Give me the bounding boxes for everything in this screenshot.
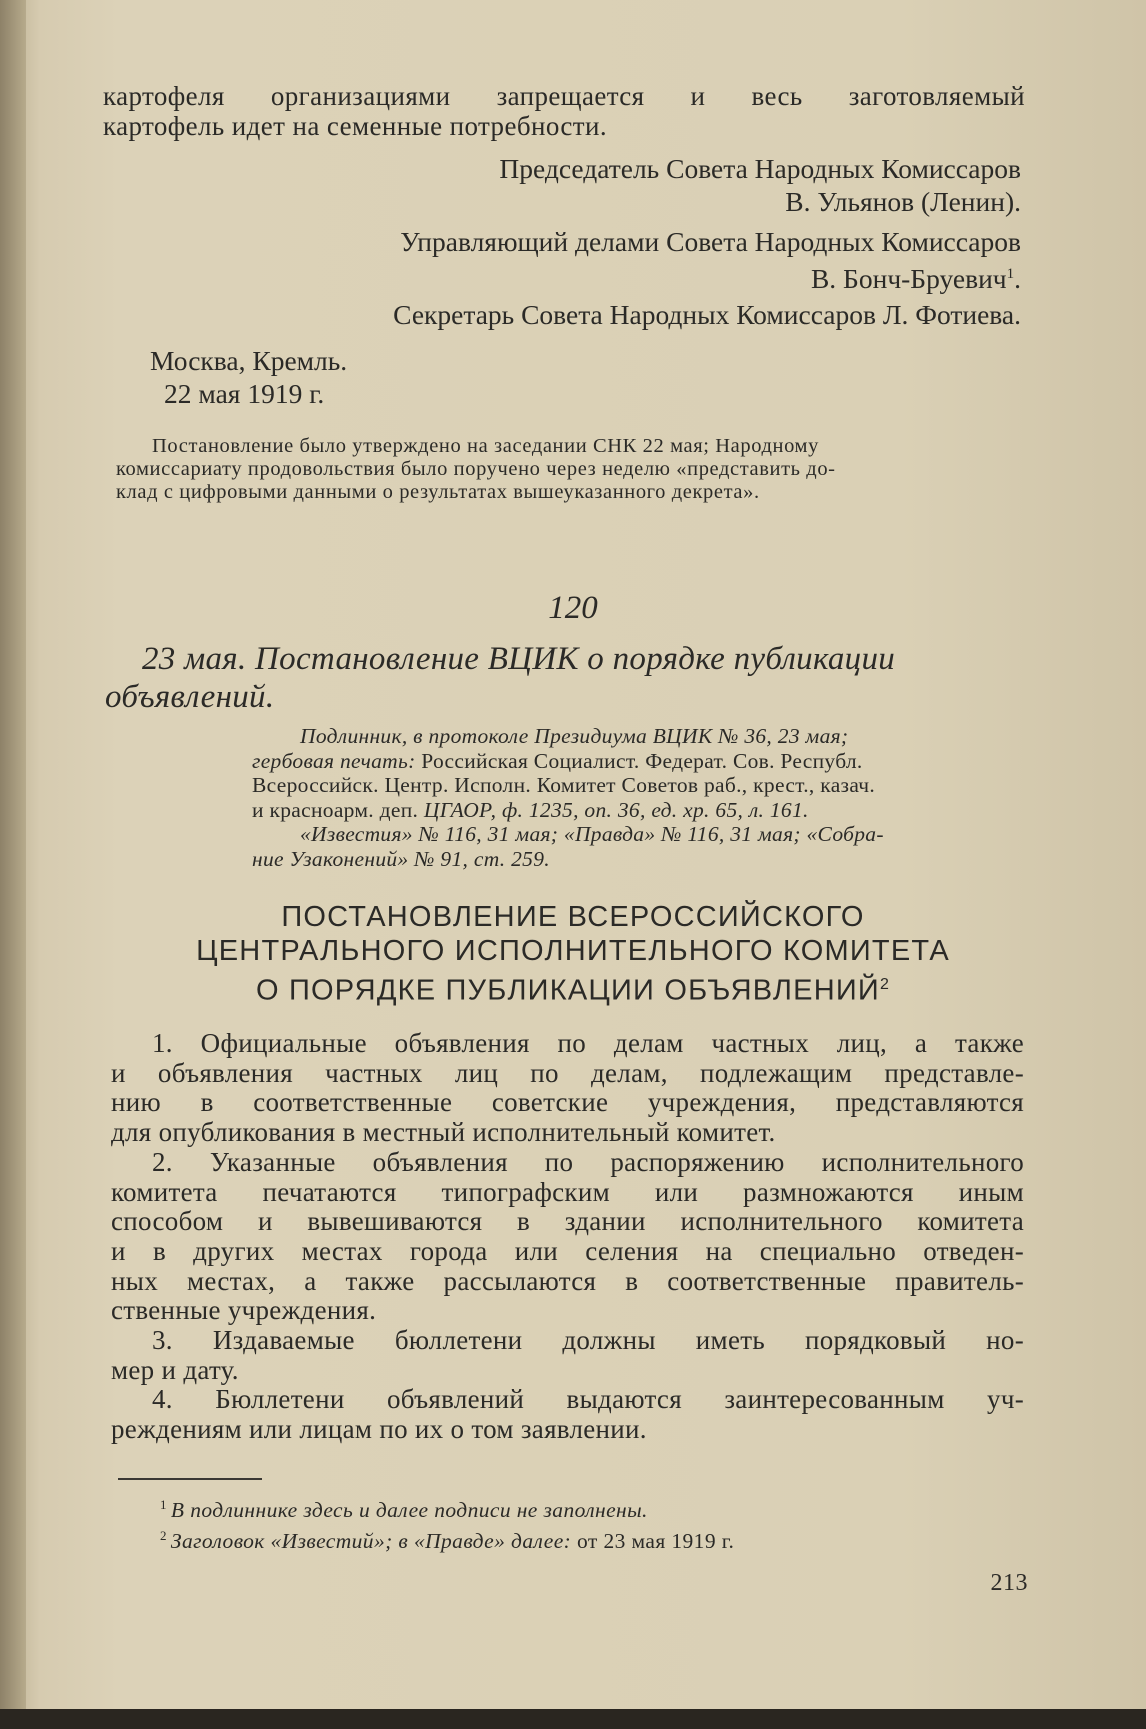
footnote-mark: 1 [160,1497,167,1512]
text-line: 3. Издаваемые бюллетени должны иметь порядковый но- [152,1325,1024,1356]
place-date [150,344,347,410]
text-line: картофеля организациями запрещается и весь заготовляемый [103,81,1025,111]
signature-name [400,258,1021,295]
note-line: клад с цифровыми данными о результатах вышеуказанного декрета». [116,481,760,503]
text-line: ных местах, а также рассылаются в соответственные правитель- [111,1265,1024,1296]
paragraph-2 [111,1148,1024,1326]
text-line: реждениям или лицам по их о том заявлении. [111,1414,647,1445]
text-line: ственные учреждения. [111,1295,377,1326]
footnote-2 [160,1523,1030,1554]
page-number: 213 [990,1570,1028,1596]
signature-line: Секретарь Совета Народных Комиссаров Л. Фотиева. [393,299,1021,330]
text-line: комитета печатаются типографским или размножаются иным [111,1176,1024,1207]
signature-title: Председатель Совета Народных Комиссаров [499,153,1021,184]
source-italic: «Известия» № 116, 31 мая; «Правда» № 116, 31 мая; «Собра- [300,822,884,846]
text-line: мер и дату. [111,1354,239,1385]
decree-heading [0,900,1146,1008]
manager-name: В. Бонч-Бруевич [810,263,1007,295]
source-reference [252,724,1025,871]
paragraph-1 [111,1029,1024,1148]
heading-text: О ПОРЯДКЕ ПУБЛИКАЦИИ ОБЪЯВЛЕНИЙ [255,974,880,1007]
source-line [252,822,1025,847]
footnote-text: от 23 мая 1919 г. [571,1529,735,1554]
editorial-note [116,435,1022,504]
source-line [252,847,1025,872]
paragraph-4 [111,1385,1024,1444]
place-date-line: 22 мая 1919 г. [164,378,325,409]
heading-line [0,968,1146,1008]
decree-body [111,1029,1024,1445]
paragraph-3 [111,1326,1024,1385]
footnotes [160,1492,1030,1554]
text-line: и в других местах города или селения на специально отведен- [111,1235,1024,1266]
text-line: картофель идет на семенные потребности. [103,110,607,141]
footnote-ref: 2 [879,976,891,993]
source-text: Подлинник, в протоколе Президиума ВЦИК № 36, 23 мая; [300,724,849,748]
footnote-1 [160,1492,1030,1523]
heading-line: ЦЕНТРАЛЬНОГО ИСПОЛНИТЕЛЬНОГО КОМИТЕТА [196,935,950,967]
source-italic: ЦГАОР, ф. 1235, оп. 36, ед. хр. 65, л. 161. [418,797,809,822]
source-line [252,749,1025,774]
signature-secretary [393,298,1021,331]
source-italic: ние Узаконений» № 91, ст. 259. [252,846,550,871]
document-number: 120 [548,590,598,626]
footnote-text: В подлиннике здесь и далее подписи не заполнены. [170,1498,648,1523]
text-line: способом и вывешиваются в здании исполнительного комитета [111,1206,1024,1237]
signature-title: Управляющий делами Совета Народных Комиссаров [400,226,1021,257]
heading-line: ПОСТАНОВЛЕНИЕ ВСЕРОССИЙСКОГО [281,901,865,933]
source-line [252,798,1025,823]
signature-chair [499,152,1021,218]
continuation-text [103,82,1025,141]
footnote-divider [118,1478,262,1480]
source-italic: гербовая печать: [252,748,416,773]
source-text: и красноарм. деп. [252,797,419,822]
note-line: Постановление было утверждено на заседании СНК 22 мая; Народному [152,435,819,457]
footnote-mark: 2 [160,1528,167,1544]
note-line: комиссариату продовольствия было поручено через неделю «представить до- [116,458,836,480]
name-end: . [1014,263,1021,295]
footnote-text: Заголовок «Известий»; в «Правде» далее: [170,1529,572,1554]
signature-manager [400,225,1021,295]
text-line: 4. Бюллетени объявлений выдаются заинтересованным уч- [152,1384,1024,1415]
signature-name: В. Ульянов (Ленин). [785,186,1021,217]
title-line: 23 мая. Постановление ВЦИК о порядке публикации [142,641,896,677]
source-text: Российская Социалист. Федерат. Сов. Республ. [415,748,863,773]
text-line: для опубликования в местный исполнительный комитет. [111,1117,776,1148]
source-line: Всероссийск. Центр. Исполн. Комитет Советов раб., крест., казач. [252,773,876,797]
place-city: Москва, Кремль. [150,345,348,376]
text-line: 1. Официальные объявления по делам частных лиц, а также [152,1028,1024,1058]
text-line: 2. Указанные объявления по распоряжению исполнительного [152,1146,1024,1177]
text-line: нию в соответственные советские учреждения, представляются [111,1087,1024,1118]
page-bottom-edge [0,1709,1146,1729]
source-line [252,724,1025,749]
text-line: и объявления частных лиц по делам, подлежащим представле- [111,1057,1024,1088]
title-line: объявлений. [105,679,275,715]
binding-edge [0,0,26,1729]
footnote-ref: 1 [1006,266,1015,282]
document-title [105,640,1025,716]
